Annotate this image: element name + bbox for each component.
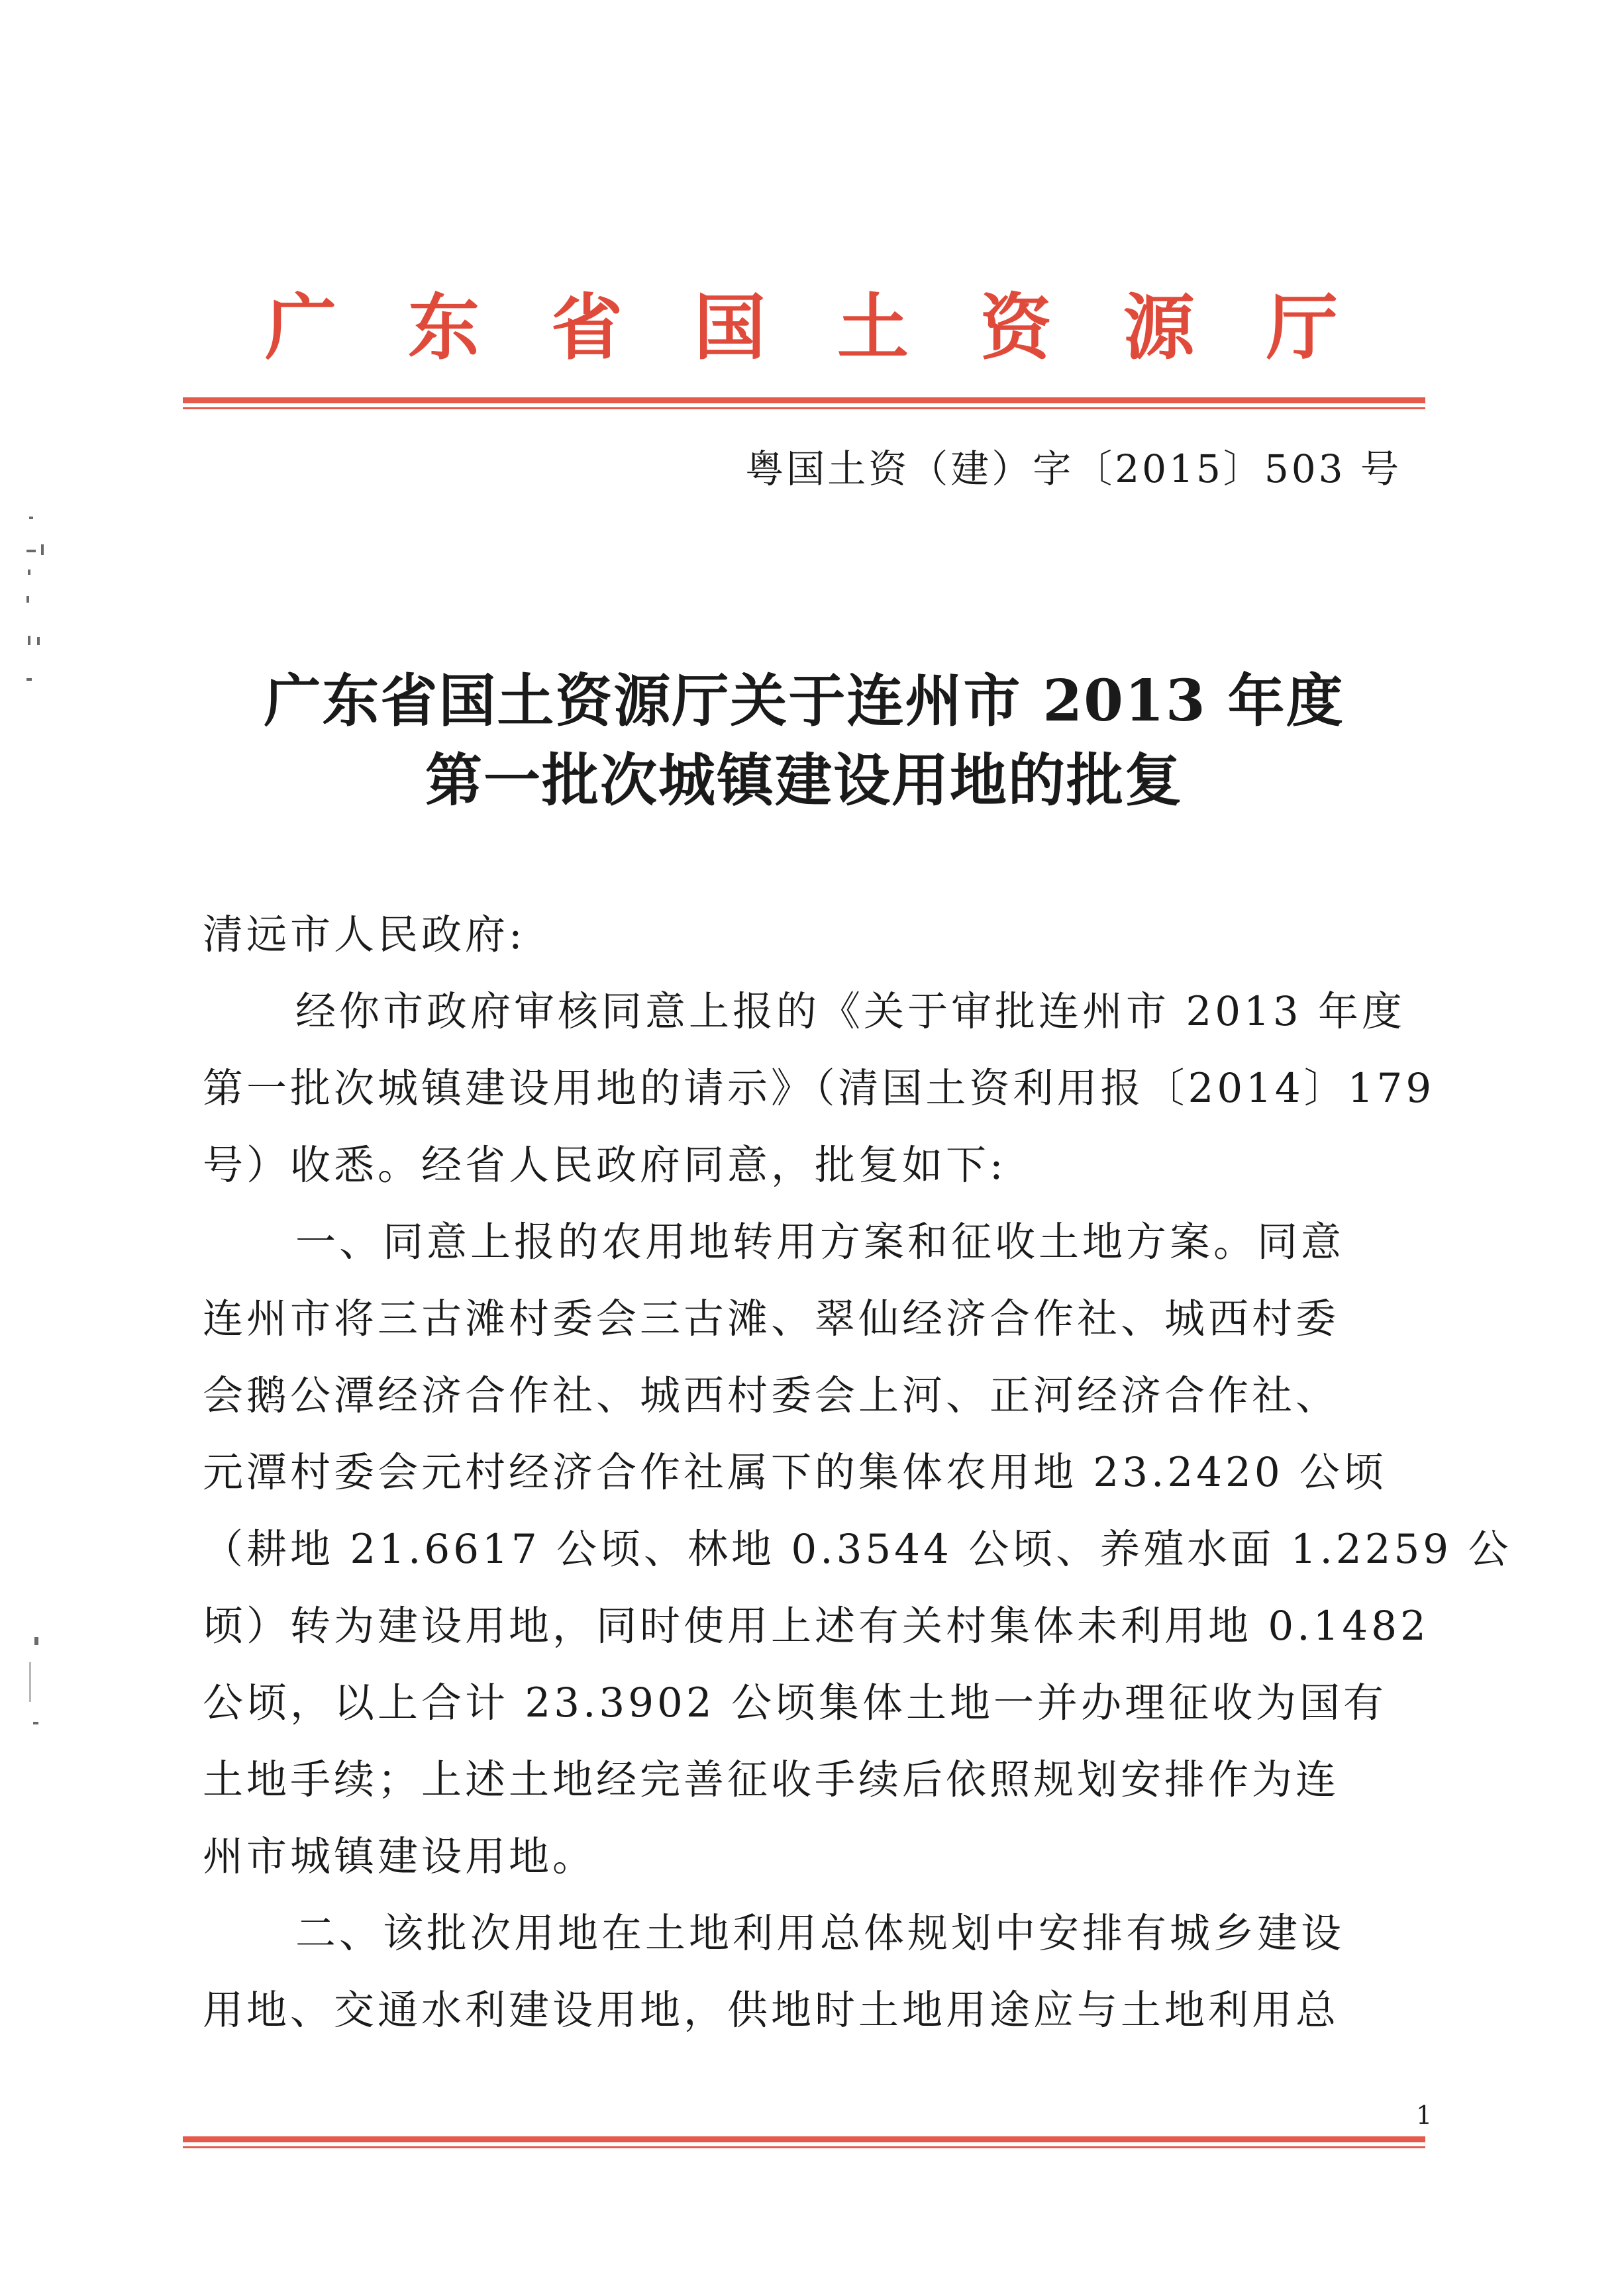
scan-margin-mark <box>28 570 30 575</box>
divider-thick-line <box>183 397 1425 403</box>
body-line: 二、该批次用地在土地利用总体规划中安排有城乡建设 <box>295 1910 1345 1957</box>
agency-char: 广 <box>265 286 337 370</box>
body-line: 州市城镇建设用地。 <box>203 1833 597 1880</box>
body-line: 元潭村委会元村经济合作社属下的集体农用地 23.2420 公顷 <box>203 1449 1388 1496</box>
footer-red-divider <box>183 2136 1425 2148</box>
scan-margin-mark <box>33 1722 38 1724</box>
body-line: 经你市政府审核同意上报的《关于审批连州市 2013 年度 <box>295 988 1406 1035</box>
divider-thick-line <box>183 2136 1425 2142</box>
document-number: 粤国土资（建）字〔2015〕503 号 <box>745 446 1401 491</box>
agency-char: 东 <box>407 286 480 370</box>
body-line: 土地手续；上述土地经完善征收手续后依照规划安排作为连 <box>203 1756 1340 1803</box>
agency-char: 国 <box>693 286 766 370</box>
agency-char: 省 <box>550 286 623 370</box>
header-red-divider <box>183 397 1425 409</box>
divider-thin-line <box>183 407 1425 409</box>
body-line: 公顷，以上合计 23.3902 公顷集体土地一并办理征收为国有 <box>203 1679 1388 1726</box>
body-line: 连州市将三古滩村委会三古滩、翠仙经济合作社、城西村委 <box>203 1295 1340 1342</box>
body-line: 用地、交通水利建设用地，供地时土地用途应与土地利用总 <box>203 1987 1340 2034</box>
body-line: 会鹅公潭经济合作社、城西村委会上河、正河经济合作社、 <box>203 1372 1340 1419</box>
issuing-agency-header <box>265 285 1338 371</box>
body-line: 号）收悉。经省人民政府同意，批复如下: <box>203 1142 1007 1189</box>
scan-margin-mark <box>26 678 32 681</box>
agency-char: 源 <box>1123 286 1195 370</box>
page-number: 1 <box>1416 2101 1433 2130</box>
scan-margin-mark <box>26 596 29 603</box>
document-title-line-2: 第一批次城镇建设用地的批复 <box>425 747 1183 814</box>
scan-margin-mark <box>28 636 30 645</box>
addressee: 清远市人民政府: <box>203 911 526 958</box>
agency-char: 资 <box>980 286 1052 370</box>
scan-margin-mark <box>37 637 40 645</box>
divider-thin-line <box>183 2146 1425 2148</box>
scan-margin-mark <box>29 1662 31 1702</box>
agency-char: 厅 <box>1266 286 1338 370</box>
document-title-line-1: 广东省国土资源厅关于连州市 2013 年度 <box>264 668 1345 734</box>
scan-margin-mark <box>41 544 44 555</box>
scan-margin-mark <box>29 517 33 519</box>
agency-char: 土 <box>837 286 909 370</box>
body-line: （耕地 21.6617 公顷、林地 0.3544 公顷、养殖水面 1.2259 公 <box>203 1526 1512 1573</box>
scan-margin-mark <box>26 550 36 552</box>
body-line: 第一批次城镇建设用地的请示》（清国土资利用报〔2014〕179 <box>203 1065 1435 1112</box>
body-line: 顷）转为建设用地，同时使用上述有关村集体未利用地 0.1482 <box>203 1603 1429 1650</box>
scan-margin-mark <box>34 1637 38 1645</box>
body-line: 一、同意上报的农用地转用方案和征收土地方案。同意 <box>295 1219 1345 1266</box>
